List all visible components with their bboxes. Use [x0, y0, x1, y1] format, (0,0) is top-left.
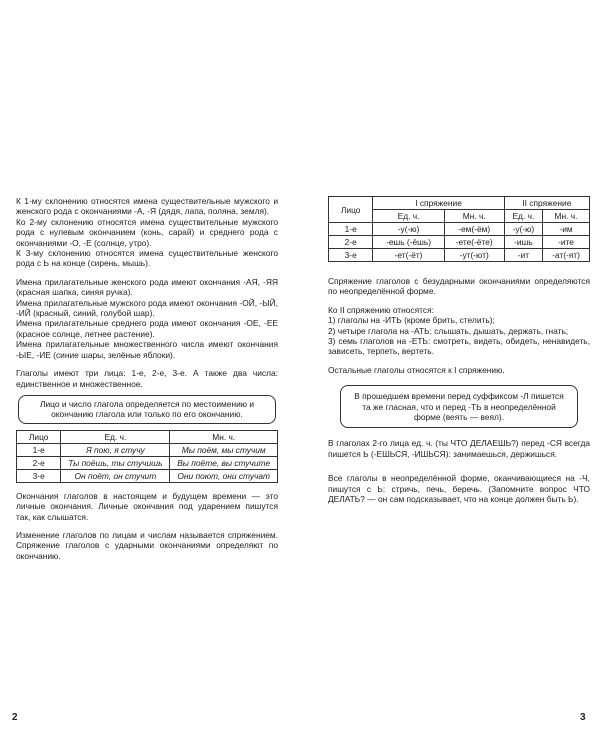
table-row	[329, 249, 590, 262]
page-number-left: 2	[12, 712, 18, 723]
person-number-rule-text: Лицо и число глагола определяется по местоимению и окончанию глагола или только по его окончанию.	[39, 398, 255, 420]
table-cell: 3-е	[329, 249, 373, 262]
table-cell: -ит	[504, 249, 542, 262]
table-row	[329, 236, 590, 249]
table-cell: -ат(-ят)	[543, 249, 590, 262]
table-cell: 1-е	[329, 223, 373, 236]
infinitive-rule-text: Все глаголы в неопределённой форме, оканчивающиеся на -Ч, пишутся с Ь: стричь, печь, беречь. (Запомните вопрос ЧТО ДЕЛАТЬ? — он сам подсказывает, что на конце должен быть Ь).	[328, 473, 590, 505]
table-cell: Я пою, я стучу	[61, 443, 170, 456]
table-header: Ед. ч.	[504, 210, 542, 223]
table-header: Ед. ч.	[373, 210, 444, 223]
adjective-plural-text: Имена прилагательные множественного числа имеют окончания -ЫЕ, -ИЕ (синие шары, зелёные яблоки).	[16, 339, 278, 360]
table-header-row	[329, 197, 590, 210]
table-cell: -ите	[543, 236, 590, 249]
conjugation-table	[328, 196, 590, 262]
declension-2-text: Ко 2-му склонению относятся имена существительные мужского рода с нулевым окончанием (конь, сарай) и среднего рода с окончаниями -О, -Е (солнце, утро).	[16, 216, 278, 248]
table-cell: -ете(-ёте)	[444, 236, 504, 249]
past-tense-rule-text: В прошедшем времени перед суффиксом -Л пишется та же гласная, что и перед -ТЬ в неопределённой форме (веять — веял).	[354, 391, 564, 423]
second-conjugation-item: 3) семь глаголов на -ЕТЬ: смотреть, видеть, обидеть, ненавидеть, зависеть, терпеть, вертеть.	[328, 336, 590, 357]
table-header-row	[17, 430, 278, 443]
personal-endings-text: Окончания глаголов в настоящем и будущем времени — это личные окончания. Личные окончания под ударением пишутся так, как слышатся.	[16, 490, 278, 522]
verbs-intro-text: Глаголы имеют три лица: 1-е, 2-е, 3-е. А также два числа: единственное и множественное.	[16, 368, 278, 389]
table-cell: 1-е	[17, 443, 61, 456]
second-conjugation-item: 1) глаголы на -ИТЬ (кроме брить, стелить);	[328, 315, 495, 326]
table-cell: -ут(-ют)	[444, 249, 504, 262]
table-cell: Мы поём, мы стучим	[170, 443, 278, 456]
adjectives-section	[16, 277, 278, 360]
table-cell: -ешь (-ёшь)	[373, 236, 444, 249]
table-row	[17, 456, 278, 469]
declension-section	[16, 196, 278, 269]
table-cell: -им	[543, 223, 590, 236]
table-cell: 2-е	[329, 236, 373, 249]
second-conjugation-intro: Ко II спряжению относятся:	[328, 304, 434, 315]
table-cell: -ишь	[504, 236, 542, 249]
table-header: II спряжение	[504, 197, 589, 210]
page-number-right: 3	[580, 712, 586, 723]
person-table	[16, 430, 278, 483]
unstressed-endings-text: Спряжение глаголов с безударными окончаниями определяются по неопределённой форме.	[328, 276, 590, 297]
table-row	[329, 223, 590, 236]
table-cell: Ты поёшь, ты стучишь	[61, 456, 170, 469]
table-cell: Он поёт, он стучит	[61, 469, 170, 482]
table-header: Ед. ч.	[61, 430, 170, 443]
table-cell: -ет(-ёт)	[373, 249, 444, 262]
past-tense-rule-box	[340, 385, 578, 428]
table-header: I спряжение	[373, 197, 504, 210]
left-page	[16, 196, 278, 561]
declension-3-text: К 3-му склонению относятся имена существительные женского рода с Ь на конце (сирень, мышь).	[16, 248, 278, 269]
adjective-neuter-text: Имена прилагательные среднего рода имеют окончания -ОЕ, -ЕЕ (красное солнце, летнее растение).	[16, 318, 278, 339]
table-cell: Вы поёте, вы стучите	[170, 456, 278, 469]
table-header: Мн. ч.	[444, 210, 504, 223]
table-cell: 3-е	[17, 469, 61, 482]
table-row	[17, 469, 278, 482]
conjugation-definition-text: Изменение глаголов по лицам и числам называется спряжением. Спряжение глаголов с ударными окончаниями определяют по окончанию.	[16, 529, 278, 561]
right-page	[328, 196, 590, 505]
table-cell: 2-е	[17, 456, 61, 469]
second-conjugation-item: 2) четыре глагола на -АТЬ: слышать, дышать, держать, гнать;	[328, 325, 569, 336]
table-cell: -у(-ю)	[373, 223, 444, 236]
adjective-feminine-text: Имена прилагательные женского рода имеют окончания -АЯ, -ЯЯ (красная шапка, синяя ручка).	[16, 276, 278, 298]
declension-1-text: К 1-му склонению относятся имена существительные мужского и женского рода с окончаниями -А, -Я (дядя, лапа, поляна, земля).	[16, 196, 278, 217]
first-conjugation-text: Остальные глаголы относятся к I спряжению.	[328, 364, 505, 375]
table-header: Мн. ч.	[170, 430, 278, 443]
table-header: Лицо	[329, 197, 373, 223]
adjective-masculine-text: Имена прилагательные мужского рода имеют окончания -ОЙ, -ЫЙ, -ИЙ (красный, синий, голубой шар).	[16, 297, 278, 319]
second-person-rule-text: В глаголах 2-го лица ед. ч. (ты ЧТО ДЕЛАЕШЬ?) перед -СЯ всегда пишется Ь (-ЕШЬСЯ, -ИШЬСЯ): занимаешься, держишься.	[328, 438, 590, 459]
table-header: Лицо	[17, 430, 61, 443]
person-number-rule-box	[18, 395, 276, 424]
table-cell: Они поют, они стучат	[170, 469, 278, 482]
table-header: Мн. ч.	[543, 210, 590, 223]
table-cell: -у(-ю)	[504, 223, 542, 236]
table-row	[17, 443, 278, 456]
table-cell: -ем(-ём)	[444, 223, 504, 236]
